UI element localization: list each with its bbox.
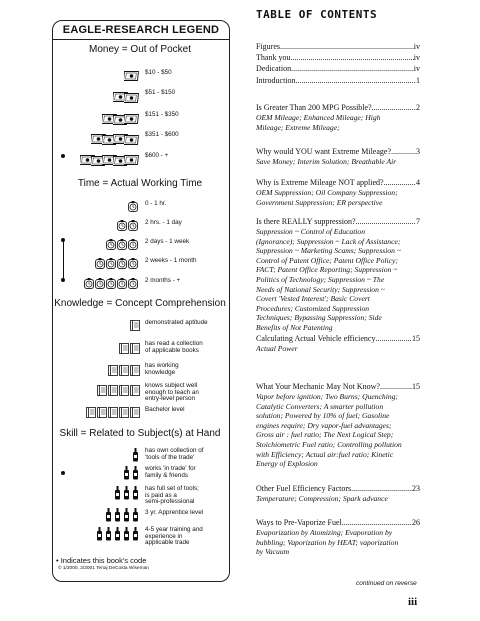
toc-leader-dots bbox=[351, 484, 412, 494]
skill-label-line: experience in bbox=[145, 532, 183, 540]
dollar-bill-icon bbox=[124, 152, 139, 162]
bottle-icon bbox=[105, 527, 112, 541]
money-icons-3 bbox=[102, 110, 139, 122]
bottle-icon bbox=[132, 486, 139, 500]
bottle-icon bbox=[132, 448, 139, 462]
toc-entry-page: 23 bbox=[412, 484, 420, 493]
toc-topic-line: FACT; Patent Office Reporting; Suppression ~ bbox=[256, 265, 398, 275]
book-icon bbox=[86, 405, 96, 416]
toc-topic-line: Mileage; Extreme Mileage; bbox=[256, 122, 340, 132]
clock-icon bbox=[128, 276, 138, 287]
toc-topic-line: Covert 'Vested Interest'; Basic Covert bbox=[256, 294, 370, 304]
skill-heading: Skill = Related to Subject(s) at Hand bbox=[59, 428, 221, 439]
time-icons-1 bbox=[128, 199, 139, 210]
toc-entry-title: Dedication bbox=[256, 64, 292, 73]
time-label-2: 2 hrs. - 1 day bbox=[145, 219, 182, 226]
knowledge-label-1 bbox=[145, 320, 208, 327]
toc-front-entry[interactable] bbox=[256, 42, 420, 52]
toc-chapter-entry[interactable] bbox=[256, 484, 420, 494]
toc-entry-page: 2 bbox=[416, 103, 420, 112]
book-icon bbox=[119, 383, 129, 394]
toc-topic-line: Stoichiometric Fuel ratio; Controlling pollution bbox=[256, 439, 402, 449]
toc-topic-line: Catalytic Converters; A smarter pollution bbox=[256, 401, 384, 411]
skill-label-line: 4-5 year training and bbox=[145, 526, 203, 533]
skill-icons-4 bbox=[105, 508, 141, 522]
money-label-3: $151 - $350 bbox=[145, 111, 179, 118]
toc-entry-title: Why is Extreme Mileage NOT applied? bbox=[256, 178, 384, 187]
toc-topic-line: Suppression ~ Marketing Scams; Suppression ~ bbox=[256, 246, 401, 256]
book-icon bbox=[97, 405, 107, 416]
money-label-2: $51 - $150 bbox=[145, 89, 176, 96]
knowledge-label-line: entry-level person bbox=[145, 395, 196, 403]
knowledge-label-line: of applicable books bbox=[145, 346, 199, 354]
money-heading: Money = Out of Pocket bbox=[89, 44, 191, 55]
toc-front-entry[interactable] bbox=[256, 76, 420, 86]
legend-title: EAGLE-RESEARCH LEGEND bbox=[62, 24, 220, 36]
toc-topic-line: Control of Patent Office; Patent Office Policy; bbox=[256, 255, 398, 265]
time-icons-4 bbox=[95, 256, 139, 267]
toc-entry-page: 7 bbox=[416, 217, 420, 226]
toc-entry-title: Figures bbox=[256, 42, 280, 51]
time-label-3: 2 days - 1 week bbox=[145, 238, 190, 245]
bottle-icon bbox=[132, 466, 139, 480]
bottle-icon bbox=[123, 466, 130, 480]
toc-entry-title: Other Fuel Efficiency Factors bbox=[256, 484, 352, 493]
toc-chapter-topics bbox=[256, 157, 424, 167]
toc-topic-line: Vapor before ignition; Two Burns; Quenching; bbox=[256, 392, 398, 401]
skill-label-line: is paid as a bbox=[145, 491, 177, 499]
knowledge-label-line: Bachelor level bbox=[145, 406, 185, 413]
knowledge-label-line: has read a collection bbox=[145, 340, 203, 347]
legend-divider bbox=[53, 39, 229, 40]
toc-topic-line: Suppression ~ Control of Education bbox=[256, 227, 366, 236]
knowledge-heading: Knowledge = Concept Comprehension bbox=[54, 298, 226, 309]
toc-topic-line: bubbling; Vaporization by HEAT; vaporization bbox=[256, 537, 399, 547]
toc-chapter-entry[interactable] bbox=[256, 178, 420, 188]
clock-icon bbox=[128, 256, 138, 267]
toc-chapter-topics bbox=[256, 344, 424, 354]
toc-topic-line: (Ignorance); Suppression ~ Lack of Assistance; bbox=[256, 236, 401, 246]
page-number: iii bbox=[408, 596, 418, 608]
book-icon bbox=[130, 318, 140, 329]
toc-entry-page: 3 bbox=[416, 147, 420, 156]
clock-icon bbox=[128, 237, 138, 248]
skill-icons-2 bbox=[123, 466, 141, 480]
toc-entry-page: 4 bbox=[416, 178, 420, 187]
toc-chapter-topics bbox=[256, 188, 424, 207]
toc-topic-line: Save Money; Interim Solution; Breathable Air bbox=[256, 157, 397, 166]
clock-icon bbox=[106, 237, 116, 248]
toc-topic-line: by Vacuum bbox=[256, 547, 290, 557]
skill-label-line: 3 yr. Apprentice level bbox=[145, 509, 204, 516]
toc-front-entry[interactable] bbox=[256, 64, 420, 74]
toc-topic-line: solution; Powered by 10% of fuel; Gasoline bbox=[256, 411, 390, 421]
time-label-1: 0 - 1 hr. bbox=[145, 200, 167, 207]
continued-note: continued on reverse bbox=[356, 580, 417, 587]
skill-icons-3 bbox=[114, 486, 141, 500]
toc-entry-page: iv bbox=[413, 42, 420, 51]
time-icons-5 bbox=[84, 276, 139, 287]
bottle-icon bbox=[105, 508, 112, 522]
knowledge-label-4 bbox=[145, 383, 199, 403]
toc-chapter-entry[interactable] bbox=[256, 518, 420, 528]
toc-chapter-entry[interactable] bbox=[256, 334, 420, 344]
toc-chapter-topics bbox=[256, 392, 424, 469]
toc-leader-dots bbox=[280, 42, 414, 52]
book-code-bullet bbox=[61, 278, 65, 282]
bottle-icon bbox=[123, 508, 130, 522]
bottle-icon bbox=[96, 527, 103, 541]
knowledge-icons-5 bbox=[86, 405, 141, 416]
book-code-bullet bbox=[61, 154, 65, 158]
toc-entry-page: 15 bbox=[412, 334, 420, 343]
time-icons-2 bbox=[117, 218, 139, 229]
toc-leader-dots bbox=[380, 382, 412, 392]
skill-label-1 bbox=[145, 448, 203, 461]
skill-label-2 bbox=[145, 466, 196, 479]
bottle-icon bbox=[114, 508, 121, 522]
bottle-icon bbox=[132, 508, 139, 522]
legend-footnote: • Indicates this book's code bbox=[56, 556, 147, 565]
toc-entry-title: What Your Mechanic May Not Know? bbox=[256, 382, 380, 391]
clock-icon bbox=[95, 276, 105, 287]
knowledge-icons-1 bbox=[130, 318, 141, 329]
skill-icons-5 bbox=[96, 527, 141, 541]
toc-chapter-entry[interactable] bbox=[256, 217, 420, 227]
skill-icons-1 bbox=[132, 448, 141, 462]
time-label-4: 2 weeks - 1 month bbox=[145, 257, 197, 264]
knowledge-icons-2 bbox=[119, 341, 141, 352]
clock-icon bbox=[128, 199, 138, 210]
toc-chapter-topics bbox=[256, 113, 424, 132]
skill-label-line: has own collection of bbox=[145, 447, 204, 454]
book-icon bbox=[130, 341, 140, 352]
time-icons-3 bbox=[106, 237, 139, 248]
clock-icon bbox=[106, 276, 116, 287]
toc-leader-dots bbox=[391, 147, 416, 157]
toc-leader-dots bbox=[291, 64, 414, 74]
money-label-1: $10 - $50 bbox=[145, 69, 172, 76]
knowledge-label-line: knows subject well bbox=[145, 382, 198, 389]
dollar-bill-icon bbox=[124, 90, 139, 100]
time-label-5: 2 months - + bbox=[145, 277, 181, 284]
book-icon bbox=[130, 363, 140, 374]
toc-entry-title: Is there REALLY suppression? bbox=[256, 217, 356, 226]
toc-entry-title: Ways to Pre-Vaporize Fuel bbox=[256, 518, 342, 527]
skill-label-3 bbox=[145, 486, 199, 506]
toc-topic-line: Temperature; Compression; Spark advance bbox=[256, 494, 388, 503]
knowledge-label-line: has working bbox=[145, 362, 179, 369]
range-bracket bbox=[63, 240, 64, 280]
toc-topic-line: Politics of Technology; Suppression ~ The bbox=[256, 274, 385, 284]
toc-leader-dots bbox=[375, 334, 412, 344]
toc-entry-title: Is Greater Than 200 MPG Possible? bbox=[256, 103, 372, 112]
clock-icon bbox=[117, 276, 127, 287]
toc-chapter-entry[interactable] bbox=[256, 103, 420, 113]
clock-icon bbox=[117, 237, 127, 248]
skill-label-5 bbox=[145, 527, 203, 547]
toc-topic-line: Energy of Explosion bbox=[256, 459, 318, 469]
clock-icon bbox=[128, 218, 138, 229]
toc-entry-title: Why would YOU want Extreme Mileage? bbox=[256, 147, 391, 156]
toc-chapter-entry[interactable] bbox=[256, 147, 420, 157]
toc-topic-line: engines require; Dry vapor-fuel advantages; bbox=[256, 420, 392, 430]
bottle-icon bbox=[132, 527, 139, 541]
toc-leader-dots bbox=[342, 518, 412, 528]
toc-entry-page: iv bbox=[413, 64, 420, 73]
toc-topic-line: Techniques; Bypassing Suppression; Side bbox=[256, 313, 382, 323]
skill-label-4 bbox=[145, 510, 203, 517]
toc-topic-line: with Efficiency; Actual air:fuel ratio; Kinetic bbox=[256, 449, 394, 459]
clock-icon bbox=[95, 256, 105, 267]
toc-topic-line: Gross air : fuel ratio; The Next Logical Step; bbox=[256, 430, 394, 440]
clock-icon bbox=[84, 276, 94, 287]
knowledge-label-3 bbox=[145, 363, 179, 376]
toc-topic-line: OEM Mileage; Enhanced Mileage; High bbox=[256, 113, 381, 122]
dollar-bill-icon bbox=[124, 132, 139, 142]
skill-label-line: applicable trade bbox=[145, 539, 190, 547]
toc-topic-line: Government Suppression; ER perspective bbox=[256, 197, 383, 207]
toc-entry-page: 1 bbox=[416, 76, 420, 85]
dollar-bill-icon bbox=[124, 111, 139, 121]
money-label-4: $351 - $600 bbox=[145, 131, 179, 138]
book-icon bbox=[130, 383, 140, 394]
toc-chapter-topics bbox=[256, 494, 424, 504]
money-label-5: $600 - + bbox=[145, 152, 169, 159]
skill-label-line: family & friends bbox=[145, 471, 189, 479]
skill-label-line: works 'in trade' for bbox=[145, 465, 196, 472]
book-icon bbox=[108, 383, 118, 394]
toc-entry-page: 15 bbox=[412, 382, 420, 391]
book-icon bbox=[130, 405, 140, 416]
toc-entry-title: Calculating Actual Vehicle efficiency bbox=[256, 334, 376, 343]
bottle-icon bbox=[114, 527, 121, 541]
toc-topic-line: Needs of National Security; Suppression ~ bbox=[256, 284, 385, 294]
knowledge-label-line: knowledge bbox=[145, 368, 176, 376]
knowledge-label-line: demonstrated aptitude bbox=[145, 319, 208, 326]
knowledge-label-line: enough to teach an bbox=[145, 388, 199, 396]
toc-topic-line: Benefits of Not Patenting bbox=[256, 322, 333, 332]
money-icons-5 bbox=[80, 151, 139, 163]
book-icon bbox=[108, 405, 118, 416]
skill-label-line: semi-professional bbox=[145, 498, 195, 506]
toc-leader-dots bbox=[356, 217, 416, 227]
book-icon bbox=[119, 363, 129, 374]
knowledge-label-5 bbox=[145, 407, 185, 414]
toc-topic-line: Procedures; Customized Suppression bbox=[256, 303, 370, 313]
time-heading: Time = Actual Working Time bbox=[77, 178, 203, 189]
knowledge-label-2 bbox=[145, 341, 203, 354]
toc-topic-line: Actual Power bbox=[256, 344, 298, 353]
toc-front-entry[interactable] bbox=[256, 53, 420, 63]
knowledge-icons-4 bbox=[97, 383, 141, 394]
toc-entry-page: iv bbox=[413, 53, 420, 62]
bottle-icon bbox=[123, 486, 130, 500]
dollar-bill-icon bbox=[124, 68, 139, 78]
money-icons-1 bbox=[124, 68, 139, 78]
toc-chapter-topics bbox=[256, 227, 424, 333]
toc-leader-dots bbox=[372, 103, 416, 113]
book-icon bbox=[97, 383, 107, 394]
clock-icon bbox=[117, 218, 127, 229]
toc-leader-dots bbox=[296, 76, 416, 86]
book-icon bbox=[119, 405, 129, 416]
toc-title: TABLE OF CONTENTS bbox=[256, 8, 378, 21]
toc-topic-line: OEM Suppression; Oil Company Suppression; bbox=[256, 188, 398, 197]
bottle-icon bbox=[123, 527, 130, 541]
skill-label-line: 'tools of the trade' bbox=[145, 453, 195, 461]
money-icons-4 bbox=[91, 130, 139, 142]
book-code-bullet bbox=[61, 471, 65, 475]
toc-chapter-topics bbox=[256, 528, 424, 557]
toc-leader-dots bbox=[290, 53, 413, 63]
skill-label-line: has full set of tools; bbox=[145, 485, 199, 492]
clock-icon bbox=[106, 256, 116, 267]
toc-entry-title: Thank you bbox=[256, 53, 291, 62]
clock-icon bbox=[117, 256, 127, 267]
toc-leader-dots bbox=[384, 178, 416, 188]
book-icon bbox=[108, 363, 118, 374]
legend-copyright: © 1/2000, 2/2001 Tenaj DeCosta Wiseman bbox=[58, 566, 149, 571]
toc-chapter-entry[interactable] bbox=[256, 382, 420, 392]
toc-entry-page: 26 bbox=[412, 518, 420, 527]
book-icon bbox=[119, 341, 129, 352]
knowledge-icons-3 bbox=[108, 363, 141, 374]
toc-entry-title: Introduction bbox=[256, 76, 296, 85]
bottle-icon bbox=[114, 486, 121, 500]
toc-topic-line: Evaporization by Atomizing; Evaporation by bbox=[256, 528, 393, 537]
money-icons-2 bbox=[113, 88, 139, 100]
book-code-bullet bbox=[61, 238, 65, 242]
